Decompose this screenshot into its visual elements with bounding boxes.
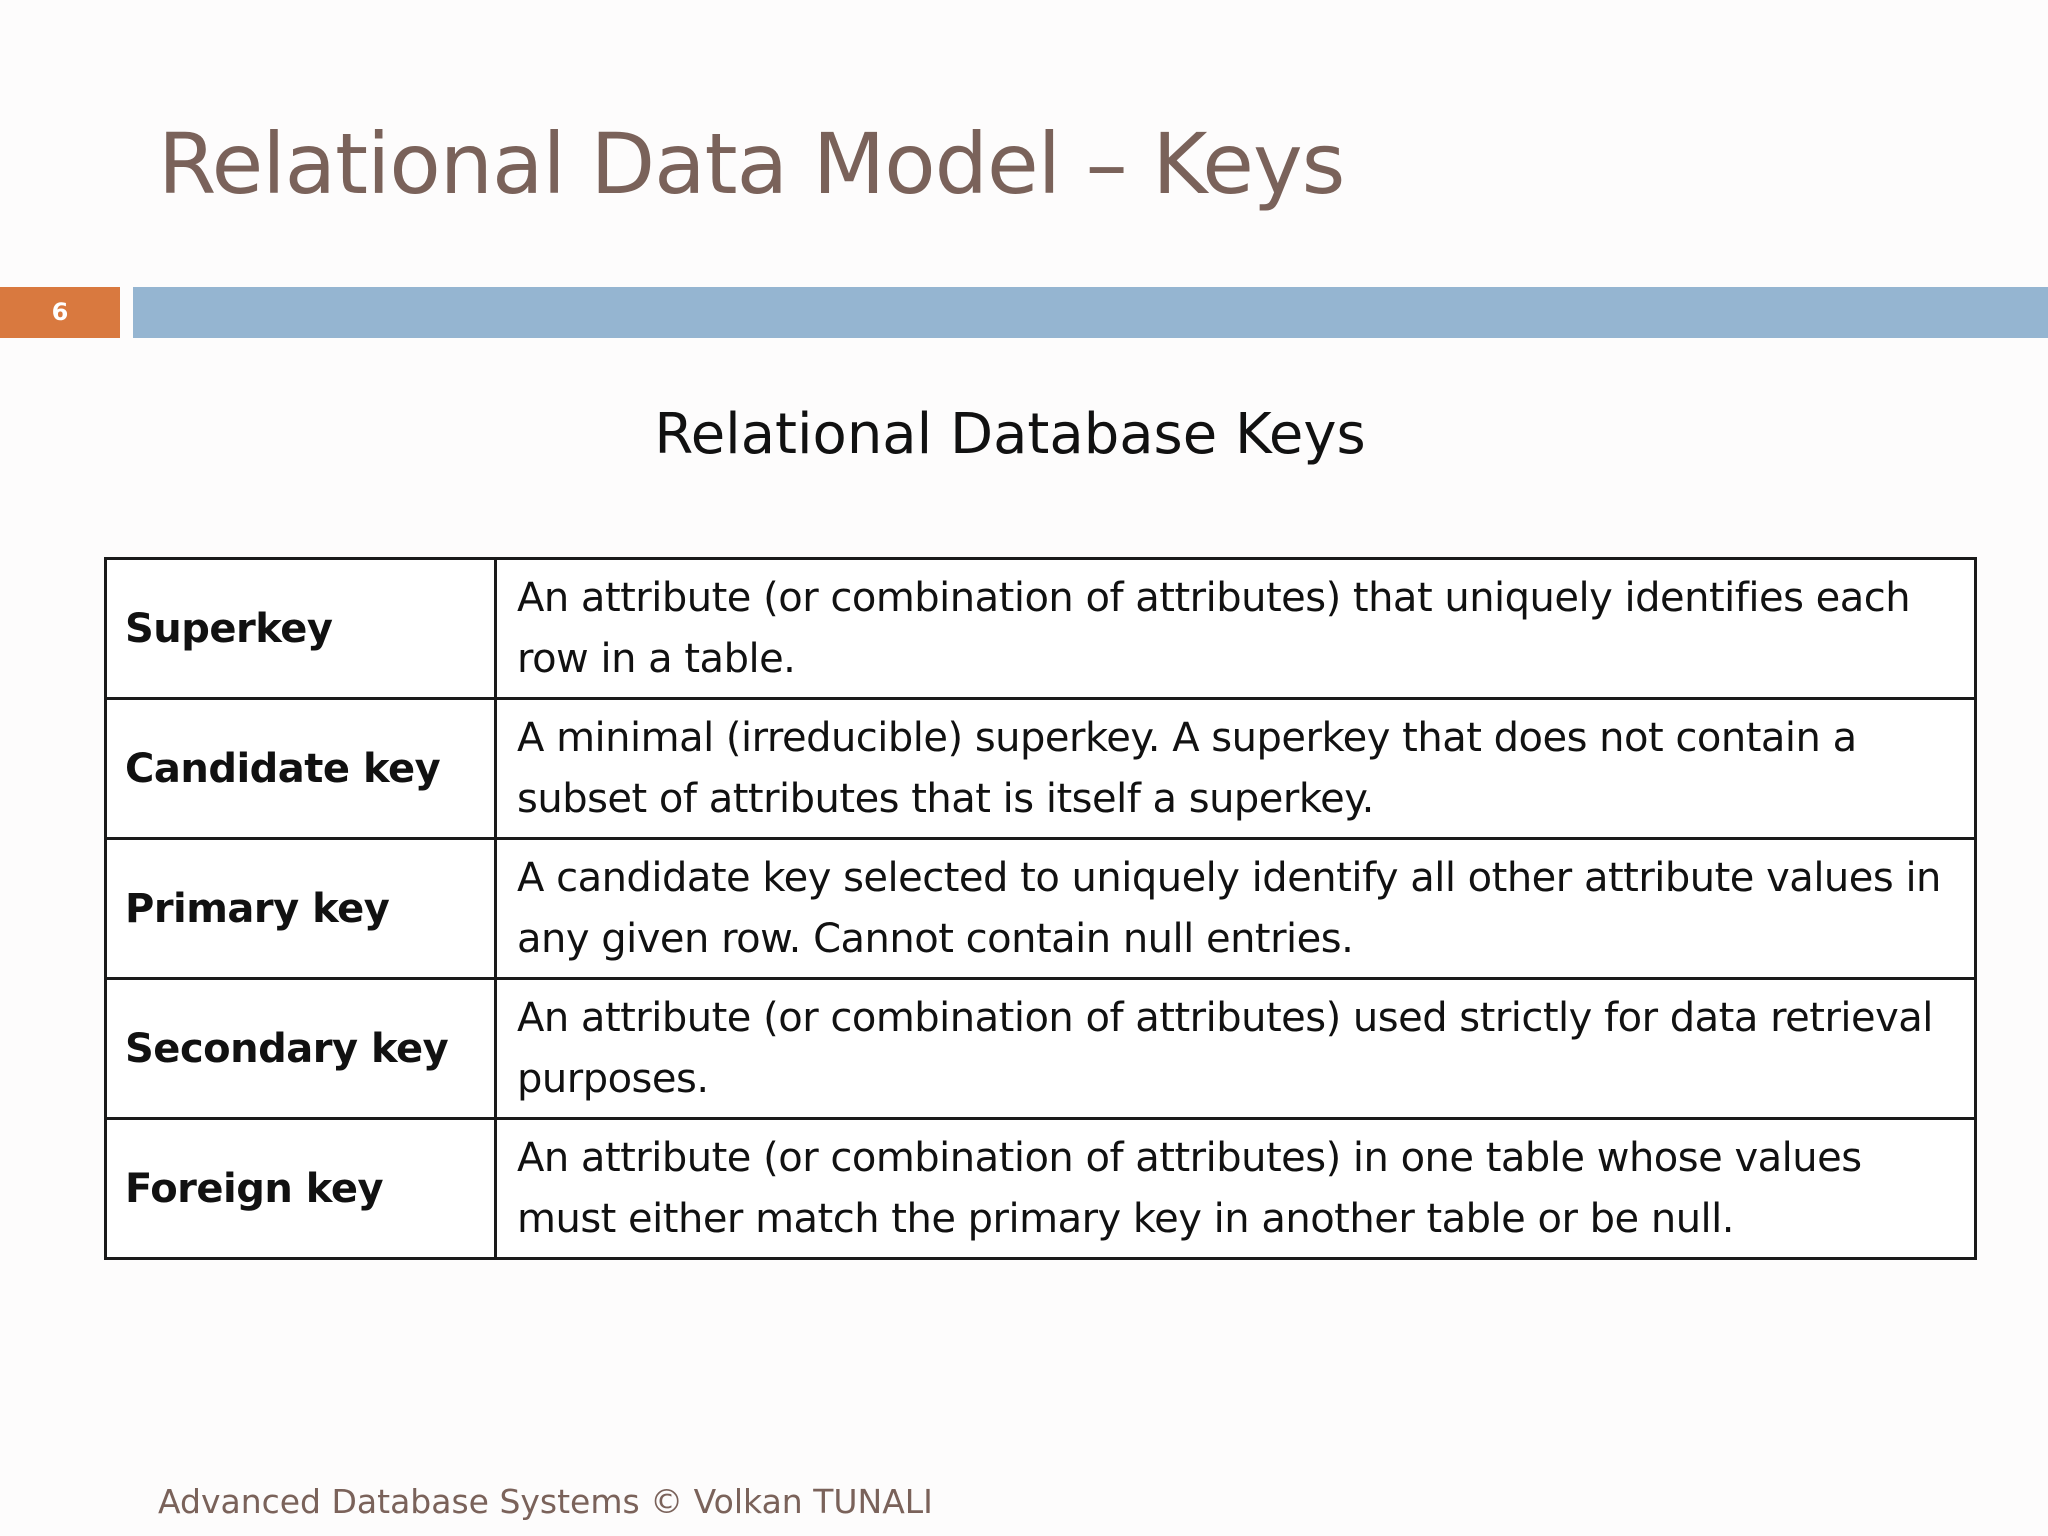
page-number-badge xyxy=(0,287,120,338)
key-definition: A candidate key selected to uniquely identify all other attribute values in any given row. Cannot contain null entries. xyxy=(496,839,1976,979)
key-term: Foreign key xyxy=(106,1119,496,1259)
key-term: Secondary key xyxy=(106,979,496,1119)
page-number: 6 xyxy=(51,298,69,326)
key-definition: A minimal (irreducible) superkey. A superkey that does not contain a subset of attributes that is itself a superkey. xyxy=(496,699,1976,839)
key-definition: An attribute (or combination of attributes) that uniquely identifies each row in a table. xyxy=(496,559,1976,699)
table-row xyxy=(106,839,1976,979)
key-definition: An attribute (or combination of attributes) in one table whose values must either match the primary key in another table or be null. xyxy=(496,1119,1976,1259)
key-definition: An attribute (or combination of attributes) used strictly for data retrieval purposes. xyxy=(496,979,1976,1119)
title-divider-bar xyxy=(133,287,2048,338)
table-heading: Relational Database Keys xyxy=(654,402,1366,467)
table-row xyxy=(106,1119,1976,1259)
table-row xyxy=(106,559,1976,699)
table-row xyxy=(106,979,1976,1119)
key-term: Primary key xyxy=(106,839,496,979)
footer-credit: Advanced Database Systems © Volkan TUNALI xyxy=(158,1482,933,1521)
table-row xyxy=(106,699,1976,839)
key-term: Candidate key xyxy=(106,699,496,839)
keys-table xyxy=(104,557,1977,1260)
key-term: Superkey xyxy=(106,559,496,699)
slide-title: Relational Data Model – Keys xyxy=(158,115,1345,213)
